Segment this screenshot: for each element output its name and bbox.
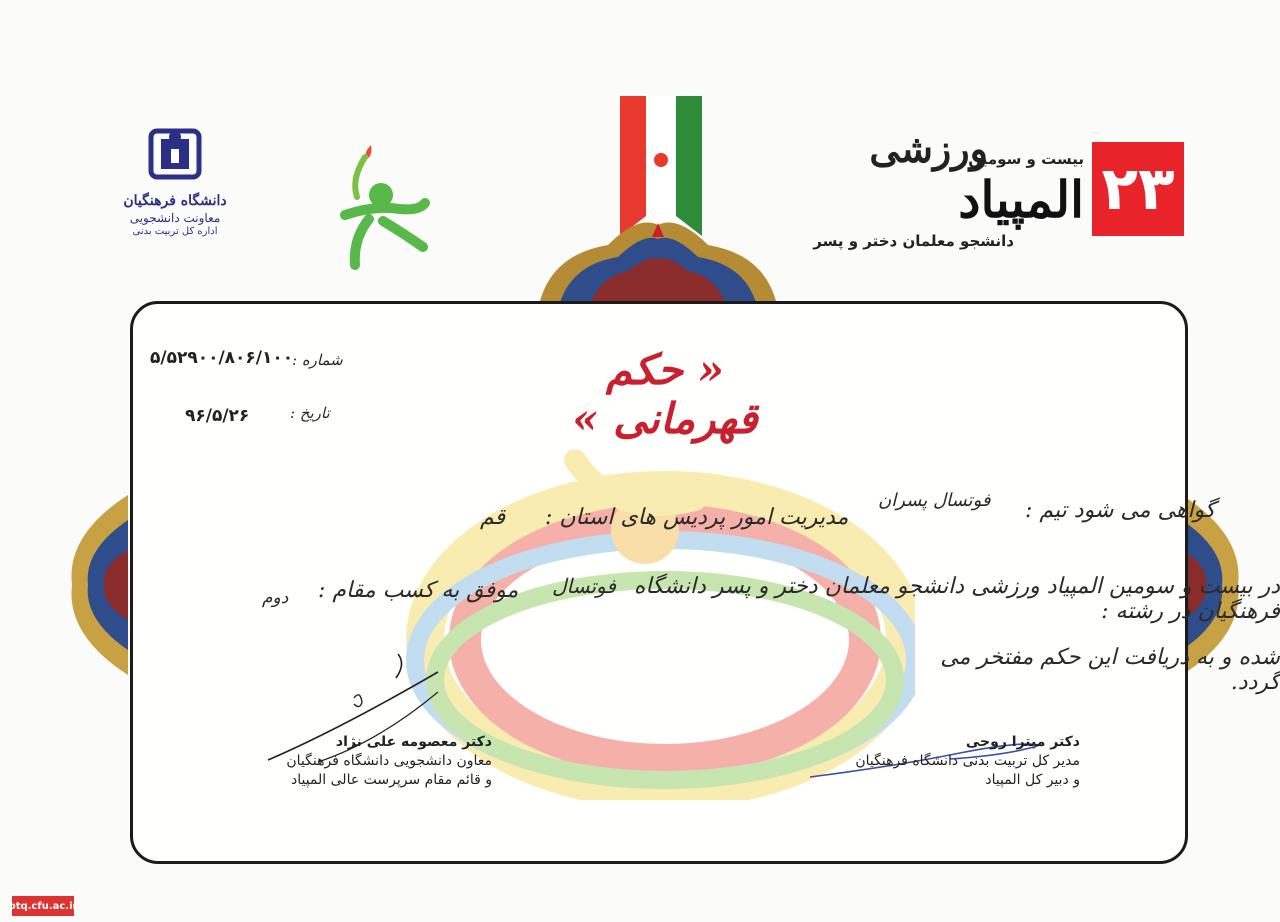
rank-value: دوم xyxy=(262,588,289,608)
header-word-sport: ورزشی xyxy=(869,126,988,171)
rank-label: موفق به کسب مقام : xyxy=(318,578,519,603)
signature-right xyxy=(810,733,1080,790)
side-ornament-left-icon xyxy=(66,495,128,675)
header-ordinal: بیست و سومین xyxy=(968,150,1084,168)
date-label: تاریخ : xyxy=(290,404,330,422)
signature-right-role1: مدیر کل تربیت بدنی دانشگاه فرهنگیان xyxy=(855,752,1080,769)
olympiad-number-badge: ۲۳ xyxy=(1092,142,1184,236)
number-label: شماره : xyxy=(292,351,343,369)
site-watermark-tag: ptq.cfu.ac.ir xyxy=(12,896,74,916)
uni-logo-line3: اداره کل تربیت بدنی xyxy=(132,225,218,237)
field-value: فوتسال xyxy=(552,574,616,598)
header-word-olympiad: المپیاد xyxy=(958,170,1084,229)
uni-logo-line2: معاونت دانشجویی xyxy=(129,210,221,225)
date-value: ۹۶/۵/۲۶ xyxy=(185,406,250,426)
signature-left xyxy=(262,733,492,790)
signature-left-name: دکتر معصومه علی نژاد xyxy=(335,734,492,750)
signature-right-name: دکتر میترا روحی xyxy=(965,734,1080,750)
uni-logo-line1: دانشگاه فرهنگیان xyxy=(123,193,227,209)
ornament-medallion xyxy=(528,215,788,310)
org-label: مدیریت امور پردیس های استان : xyxy=(545,505,849,530)
header-subtitle: دانشجو معلمان دختر و پسر xyxy=(813,232,1014,250)
certificate-title: « حکم قهرمانی » xyxy=(572,345,758,443)
signature-right-role2: و دبیر کل المپیاد xyxy=(985,771,1080,788)
olympiad-figure-logo xyxy=(325,135,435,275)
signature-left-role2: و قائم مقام سرپرست عالی المپیاد xyxy=(290,771,492,788)
team-label: گواهی می شود تیم : xyxy=(1025,498,1216,523)
event-text: در بیست و سومین المپیاد ورزشی دانشجو معلمان دختر و پسر دانشگاه فرهنگیان در رشته : xyxy=(633,574,1280,624)
province-value: قم xyxy=(480,505,506,530)
closing-text: شده و به دریافت این حکم مفتخر می گردد. xyxy=(940,645,1280,695)
number-value: ۵/۵۲۹۰۰/۸۰۶/۱۰۰ xyxy=(150,348,294,368)
signature-left-role1: معاون دانشجویی دانشگاه فرهنگیان xyxy=(286,752,492,769)
university-emblem-icon xyxy=(147,125,203,185)
team-value: فوتسال پسران xyxy=(878,490,991,511)
university-logo xyxy=(120,125,230,275)
